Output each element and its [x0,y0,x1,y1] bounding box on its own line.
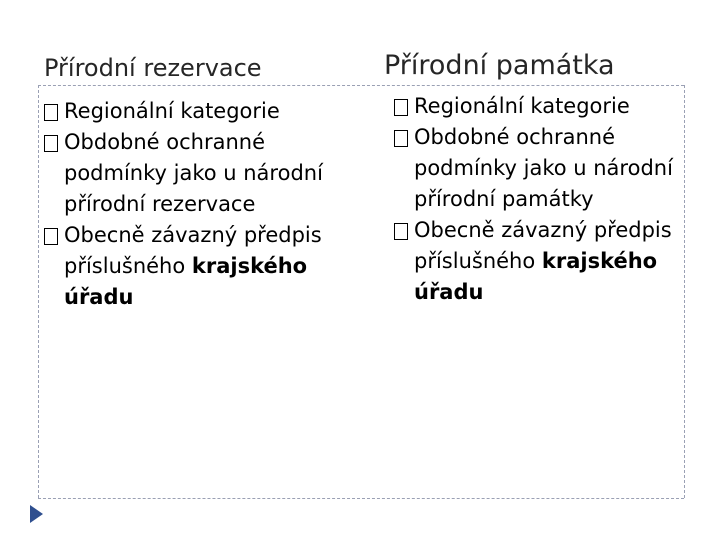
list-item-text: Obecně závazný předpis příslušného [414,218,672,273]
list-item-text: Obecně závazný předpis příslušného [64,223,322,278]
list-item [44,220,344,313]
list-item-text: Regionální kategorie [64,99,280,123]
list-item [44,127,344,220]
list-item-text: Regionální kategorie [414,94,630,118]
list-item-text: Obdobné ochranné podmínky jako u národní přírodní památky [414,125,673,211]
checkbox-icon [44,228,58,245]
checkbox-icon [394,130,408,147]
list-item-bold-text: krajského úřadu [64,254,308,309]
checkbox-icon [44,135,58,152]
checkbox-icon [394,99,408,116]
right-bullet-list [394,91,704,308]
frame-top-divider [38,85,684,86]
frame-left-border [38,85,39,498]
frame-bottom-divider [38,498,684,499]
list-item [394,122,704,215]
checkbox-icon [44,104,58,121]
checkbox-icon [394,223,408,240]
left-column-title: Přírodní rezervace [44,54,262,82]
left-bullet-list [44,96,344,313]
list-item [44,96,344,127]
list-item [394,215,704,308]
list-item [394,91,704,122]
list-item-text: Obdobné ochranné podmínky jako u národní přírodní rezervace [64,130,323,216]
triangle-right-icon[interactable] [30,505,43,523]
right-column-title: Přírodní památka [384,50,615,81]
list-item-bold-text: krajského úřadu [414,249,658,304]
